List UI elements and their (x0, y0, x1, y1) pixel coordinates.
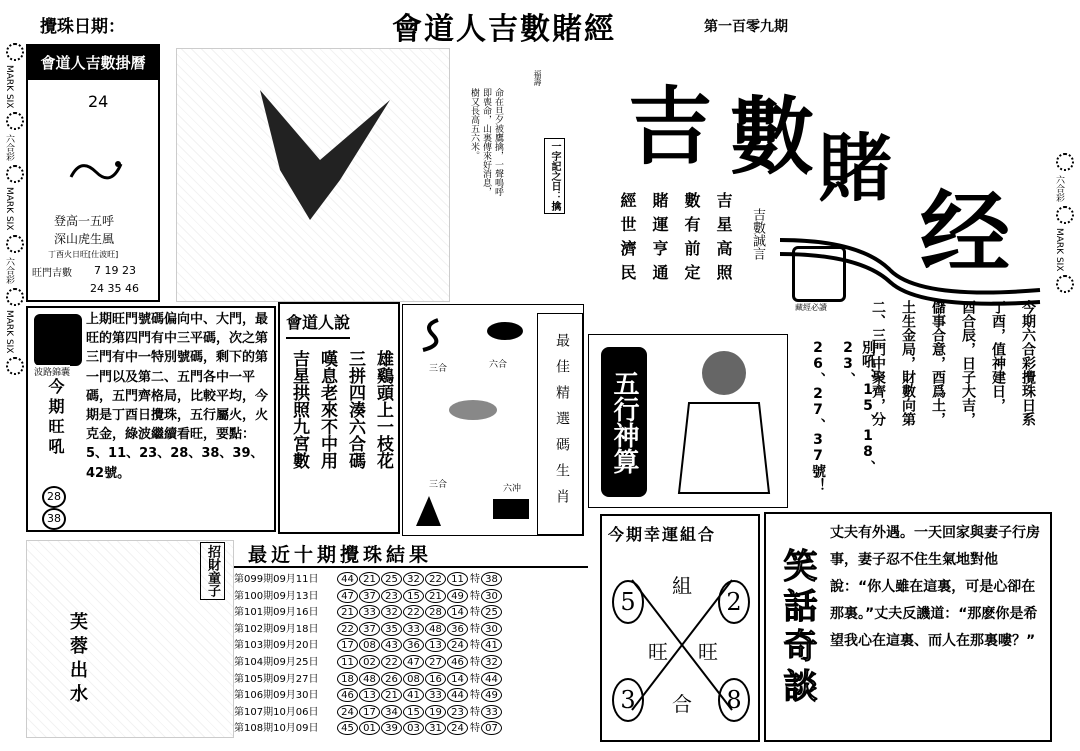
analysis-text: 上期旺門號碼偏向中、大門，最旺的第四門有中三平碼，次之第三門有中一特別號碼，剩下的第一門以及第二、五門各中一平碼，五門齊格局，比較平均，今期是丁酉日攪珠，五行屬火，火克金，綠波繼續看旺，要點：5、11、23、28、38、39、42號。 (86, 312, 269, 481)
number-ball: 15 (403, 705, 424, 719)
lotus-tag: 招財童子 (200, 542, 225, 600)
lotus-text: 芙蓉出水 (67, 612, 88, 708)
issue-number: 第一百零九期 (704, 19, 788, 35)
banner-motto: 吉數誠言 (750, 208, 765, 260)
calendar-day: 24 (88, 92, 109, 111)
banner-poem-col-4: 經世濟民 (618, 192, 637, 288)
number-ball: 22 (381, 655, 402, 669)
luck-char-left: 旺 (648, 640, 668, 664)
special-ball: 07 (481, 721, 502, 735)
luck-number-2: 2 (718, 580, 750, 624)
joke-panel (764, 512, 1052, 742)
number-ball: 22 (403, 605, 424, 619)
number-ball: 35 (381, 622, 402, 636)
joke-text: 丈夫有外遇。一天回家與妻子行房事，妻子忍不住生氣地對他說：“你人雖在這裏，可是心卻在那裏。”丈夫反譏道：“那麽你是希望我心在這裏、而人在那裏嘍？” (830, 525, 1040, 649)
joke-title: 笑話奇談 (777, 548, 817, 708)
small-poem-title: 福壽 (533, 70, 542, 86)
page-title: 會道人吉數賭經 (392, 12, 616, 47)
ball-38: 38 (42, 508, 66, 530)
number-ball: 17 (359, 705, 380, 719)
number-ball: 01 (359, 721, 380, 735)
number-ball: 22 (425, 572, 446, 586)
table-row (234, 705, 588, 722)
draw-label: 第104期09月25日 (234, 656, 319, 668)
right-col-7: 別吼：15、18、23、 (840, 340, 876, 474)
number-ball: 26 (381, 672, 402, 686)
one-char-note: 一字記之日：擒 (544, 138, 565, 214)
draw-label: 第105期09月27日 (234, 673, 319, 685)
zodiac-label-4: 六冲 (503, 484, 522, 494)
number-ball: 21 (381, 688, 402, 702)
number-ball: 11 (447, 572, 468, 586)
number-ball: 24 (447, 721, 468, 735)
draw-label: 第108期10月09日 (234, 723, 319, 735)
right-col-2: 丁酉，值神建日， (990, 300, 1006, 412)
special-label: 特 (470, 590, 480, 602)
side-text: MARK SIX (1054, 228, 1064, 272)
saying-title: 會道人說 (286, 310, 350, 339)
calendar-title: 會道人吉數掛曆 (28, 46, 158, 80)
number-ball: 37 (359, 622, 380, 636)
banner-poem-col-1: 吉星高照 (714, 192, 733, 288)
number-ball: 31 (425, 721, 446, 735)
number-ball: 08 (403, 672, 424, 686)
special-ball: 49 (481, 688, 502, 702)
special-label: 特 (470, 706, 480, 718)
number-ball: 14 (447, 672, 468, 686)
number-ball: 48 (359, 672, 380, 686)
draw-label: 第106期09月30日 (234, 690, 319, 702)
side-text: MARK SIX (4, 309, 14, 354)
table-row (234, 655, 588, 672)
saying-col-2: 三拼四湊六合碼 (345, 350, 365, 469)
ball-28: 28 (42, 486, 66, 508)
calendar-poem-2: 深山虎生風 (54, 232, 115, 246)
number-ball: 14 (447, 605, 468, 619)
flower-icon (6, 288, 24, 306)
table-row (234, 605, 588, 622)
table-row (234, 622, 588, 639)
child-figure (669, 343, 779, 503)
today-label: 今期旺吼 (46, 378, 65, 458)
number-ball: 33 (359, 605, 380, 619)
zodiac-label-2: 六合 (489, 360, 508, 370)
draw-label: 第099期09月11日 (234, 574, 319, 585)
special-label: 特 (470, 723, 480, 735)
right-col-4: 儲事合意，酉爲土， (930, 300, 946, 426)
number-ball: 41 (403, 688, 424, 702)
wang-label: 旺門吉數 (32, 268, 72, 279)
zodiac-label-1: 三合 (429, 364, 448, 374)
number-ball: 34 (381, 705, 402, 719)
number-ball: 48 (425, 622, 446, 636)
badge-text: 波路錦囊 (34, 365, 70, 378)
right-col-6: 二、三門中聚齊，分 (870, 300, 886, 426)
number-ball: 44 (337, 572, 358, 586)
number-ball: 33 (403, 622, 424, 636)
right-side-strip (1054, 150, 1076, 570)
number-ball: 32 (381, 605, 402, 619)
number-ball: 47 (337, 589, 358, 603)
number-ball: 02 (359, 655, 380, 669)
number-ball: 45 (337, 721, 358, 735)
number-ball: 08 (359, 638, 380, 652)
number-ball: 13 (425, 638, 446, 652)
right-col-5: 土生金局，財數向第 (900, 300, 916, 426)
number-ball: 39 (381, 721, 402, 735)
number-ball: 21 (425, 589, 446, 603)
wang-numbers-1: 7 19 23 (94, 264, 136, 277)
number-ball: 27 (425, 655, 446, 669)
number-ball: 15 (403, 589, 424, 603)
stamp-text: 藏經必讀 (795, 303, 827, 312)
draw-label: 第103期09月20日 (234, 640, 319, 652)
special-label: 特 (470, 656, 480, 668)
flower-icon (1056, 206, 1074, 224)
small-poem: 命在旦夕被鷹擒，一聲鳴呼即喪命，山裏傳來好消息，樹又長高五六米。 (469, 88, 503, 196)
banner-char-1: 吉 (628, 77, 713, 176)
flower-icon (6, 165, 24, 183)
left-side-strip (4, 40, 26, 740)
wuxing-panel (588, 334, 788, 508)
number-ball: 17 (337, 638, 358, 652)
special-ball: 32 (481, 655, 502, 669)
eagle-icon (240, 70, 400, 230)
banner-char-3: 賭 (818, 126, 892, 212)
ox-icon (443, 395, 503, 425)
snake-icon (413, 315, 453, 355)
table-row (234, 672, 588, 689)
draw-label: 第107期10月06日 (234, 706, 319, 718)
draw-label: 第101期09月16日 (234, 607, 319, 619)
number-ball: 21 (337, 605, 358, 619)
saying-panel (278, 302, 400, 534)
rat-icon (483, 319, 529, 343)
calendar-panel (26, 44, 160, 302)
table-row (234, 721, 588, 738)
side-text: 六合彩 (1054, 175, 1064, 202)
number-ball: 32 (403, 572, 424, 586)
number-ball: 44 (447, 688, 468, 702)
history-table (234, 540, 588, 740)
side-text: MARK SIX (4, 187, 14, 231)
right-col-3: 酉合辰，日子大吉， (960, 300, 976, 426)
number-ball: 24 (337, 705, 358, 719)
special-ball: 30 (481, 622, 502, 636)
number-ball: 03 (403, 721, 424, 735)
number-ball: 36 (403, 638, 424, 652)
wuxing-title: 五行神算 (601, 347, 647, 497)
number-ball: 47 (403, 655, 424, 669)
number-ball: 46 (337, 688, 358, 702)
number-ball: 49 (447, 589, 468, 603)
flower-icon (6, 235, 24, 253)
luck-title: 今期幸運組合 (608, 525, 717, 544)
saying-col-3: 嘆息老來不中用 (317, 350, 337, 469)
side-text: MARK SIX (4, 65, 14, 109)
flower-icon (6, 112, 24, 130)
banner-char-4: 经 (920, 180, 1010, 286)
special-label: 特 (470, 574, 480, 585)
table-row (234, 688, 588, 705)
number-ball: 21 (359, 572, 380, 586)
number-ball: 36 (447, 622, 468, 636)
number-ball: 22 (337, 622, 358, 636)
luck-char-top: 組 (672, 574, 692, 598)
side-text: 六合彩 (4, 134, 14, 162)
banner-poem-col-2: 數有前定 (682, 192, 701, 288)
date-label: 攪珠日期： (40, 17, 125, 37)
right-col-1: 今期六合彩攪珠日系 (1020, 300, 1036, 426)
draw-label: 第102期09月18日 (234, 623, 319, 635)
number-ball: 25 (381, 572, 402, 586)
saying-col-1: 雄鷄頭上一枝花 (373, 350, 393, 469)
number-ball: 28 (425, 605, 446, 619)
table-row (234, 638, 588, 655)
number-ball: 37 (359, 589, 380, 603)
special-label: 特 (470, 607, 480, 619)
special-ball: 30 (481, 589, 502, 603)
wang-numbers-2: 24 35 46 (90, 282, 139, 295)
number-ball: 18 (337, 672, 358, 686)
number-ball: 24 (447, 638, 468, 652)
table-row (234, 589, 588, 606)
number-ball: 11 (337, 655, 358, 669)
saying-col-4: 吉星拱照九宮數 (289, 350, 309, 469)
banner-poem-col-3: 賭運亨通 (650, 192, 669, 288)
flower-icon (1056, 153, 1074, 171)
luck-char-right: 旺 (698, 640, 718, 664)
right-text-block (808, 300, 1052, 510)
table-row (234, 572, 588, 589)
special-label: 特 (470, 623, 480, 635)
analysis-badge (34, 314, 82, 378)
special-ball: 44 (481, 672, 502, 686)
dragon-icon (66, 152, 126, 188)
zodiac-side-text: 最佳精選碼生肖 (537, 313, 583, 535)
special-label: 特 (470, 690, 480, 702)
number-ball: 19 (425, 705, 446, 719)
analysis-panel (26, 306, 276, 532)
side-text: 六合彩 (4, 256, 14, 284)
history-title: 最近十期攪珠結果 (234, 540, 588, 568)
calendar-poem-1: 登高一五呼 (54, 214, 115, 228)
luck-number-8: 8 (718, 678, 750, 722)
number-ball: 16 (425, 672, 446, 686)
flower-icon (6, 357, 24, 375)
luck-number-5: 5 (612, 580, 644, 624)
luck-panel (600, 514, 760, 742)
banner-char-2: 數 (730, 87, 815, 186)
special-label: 特 (470, 673, 480, 685)
special-ball: 41 (481, 638, 502, 652)
calendar-note: 丁酉火日旺[仕波旺] (48, 250, 119, 259)
zodiac-panel (402, 304, 584, 536)
draw-label: 第100期09月13日 (234, 590, 319, 602)
number-ball: 46 (447, 655, 468, 669)
zodiac-label-3: 三合 (429, 480, 448, 490)
special-ball: 38 (481, 572, 502, 586)
special-ball: 33 (481, 705, 502, 719)
special-label: 特 (470, 640, 480, 652)
luck-char-bottom: 合 (672, 692, 692, 716)
number-ball: 23 (381, 589, 402, 603)
flower-icon (1056, 275, 1074, 293)
number-ball: 23 (447, 705, 468, 719)
right-col-8: 26、27、37號！ (810, 340, 826, 492)
rooster-icon (411, 491, 447, 531)
stamp (792, 246, 846, 312)
special-ball: 25 (481, 605, 502, 619)
goat-icon (489, 491, 535, 531)
number-ball: 13 (359, 688, 380, 702)
number-ball: 33 (425, 688, 446, 702)
number-ball: 43 (381, 638, 402, 652)
luck-number-3: 3 (612, 678, 644, 722)
flower-icon (6, 43, 24, 61)
